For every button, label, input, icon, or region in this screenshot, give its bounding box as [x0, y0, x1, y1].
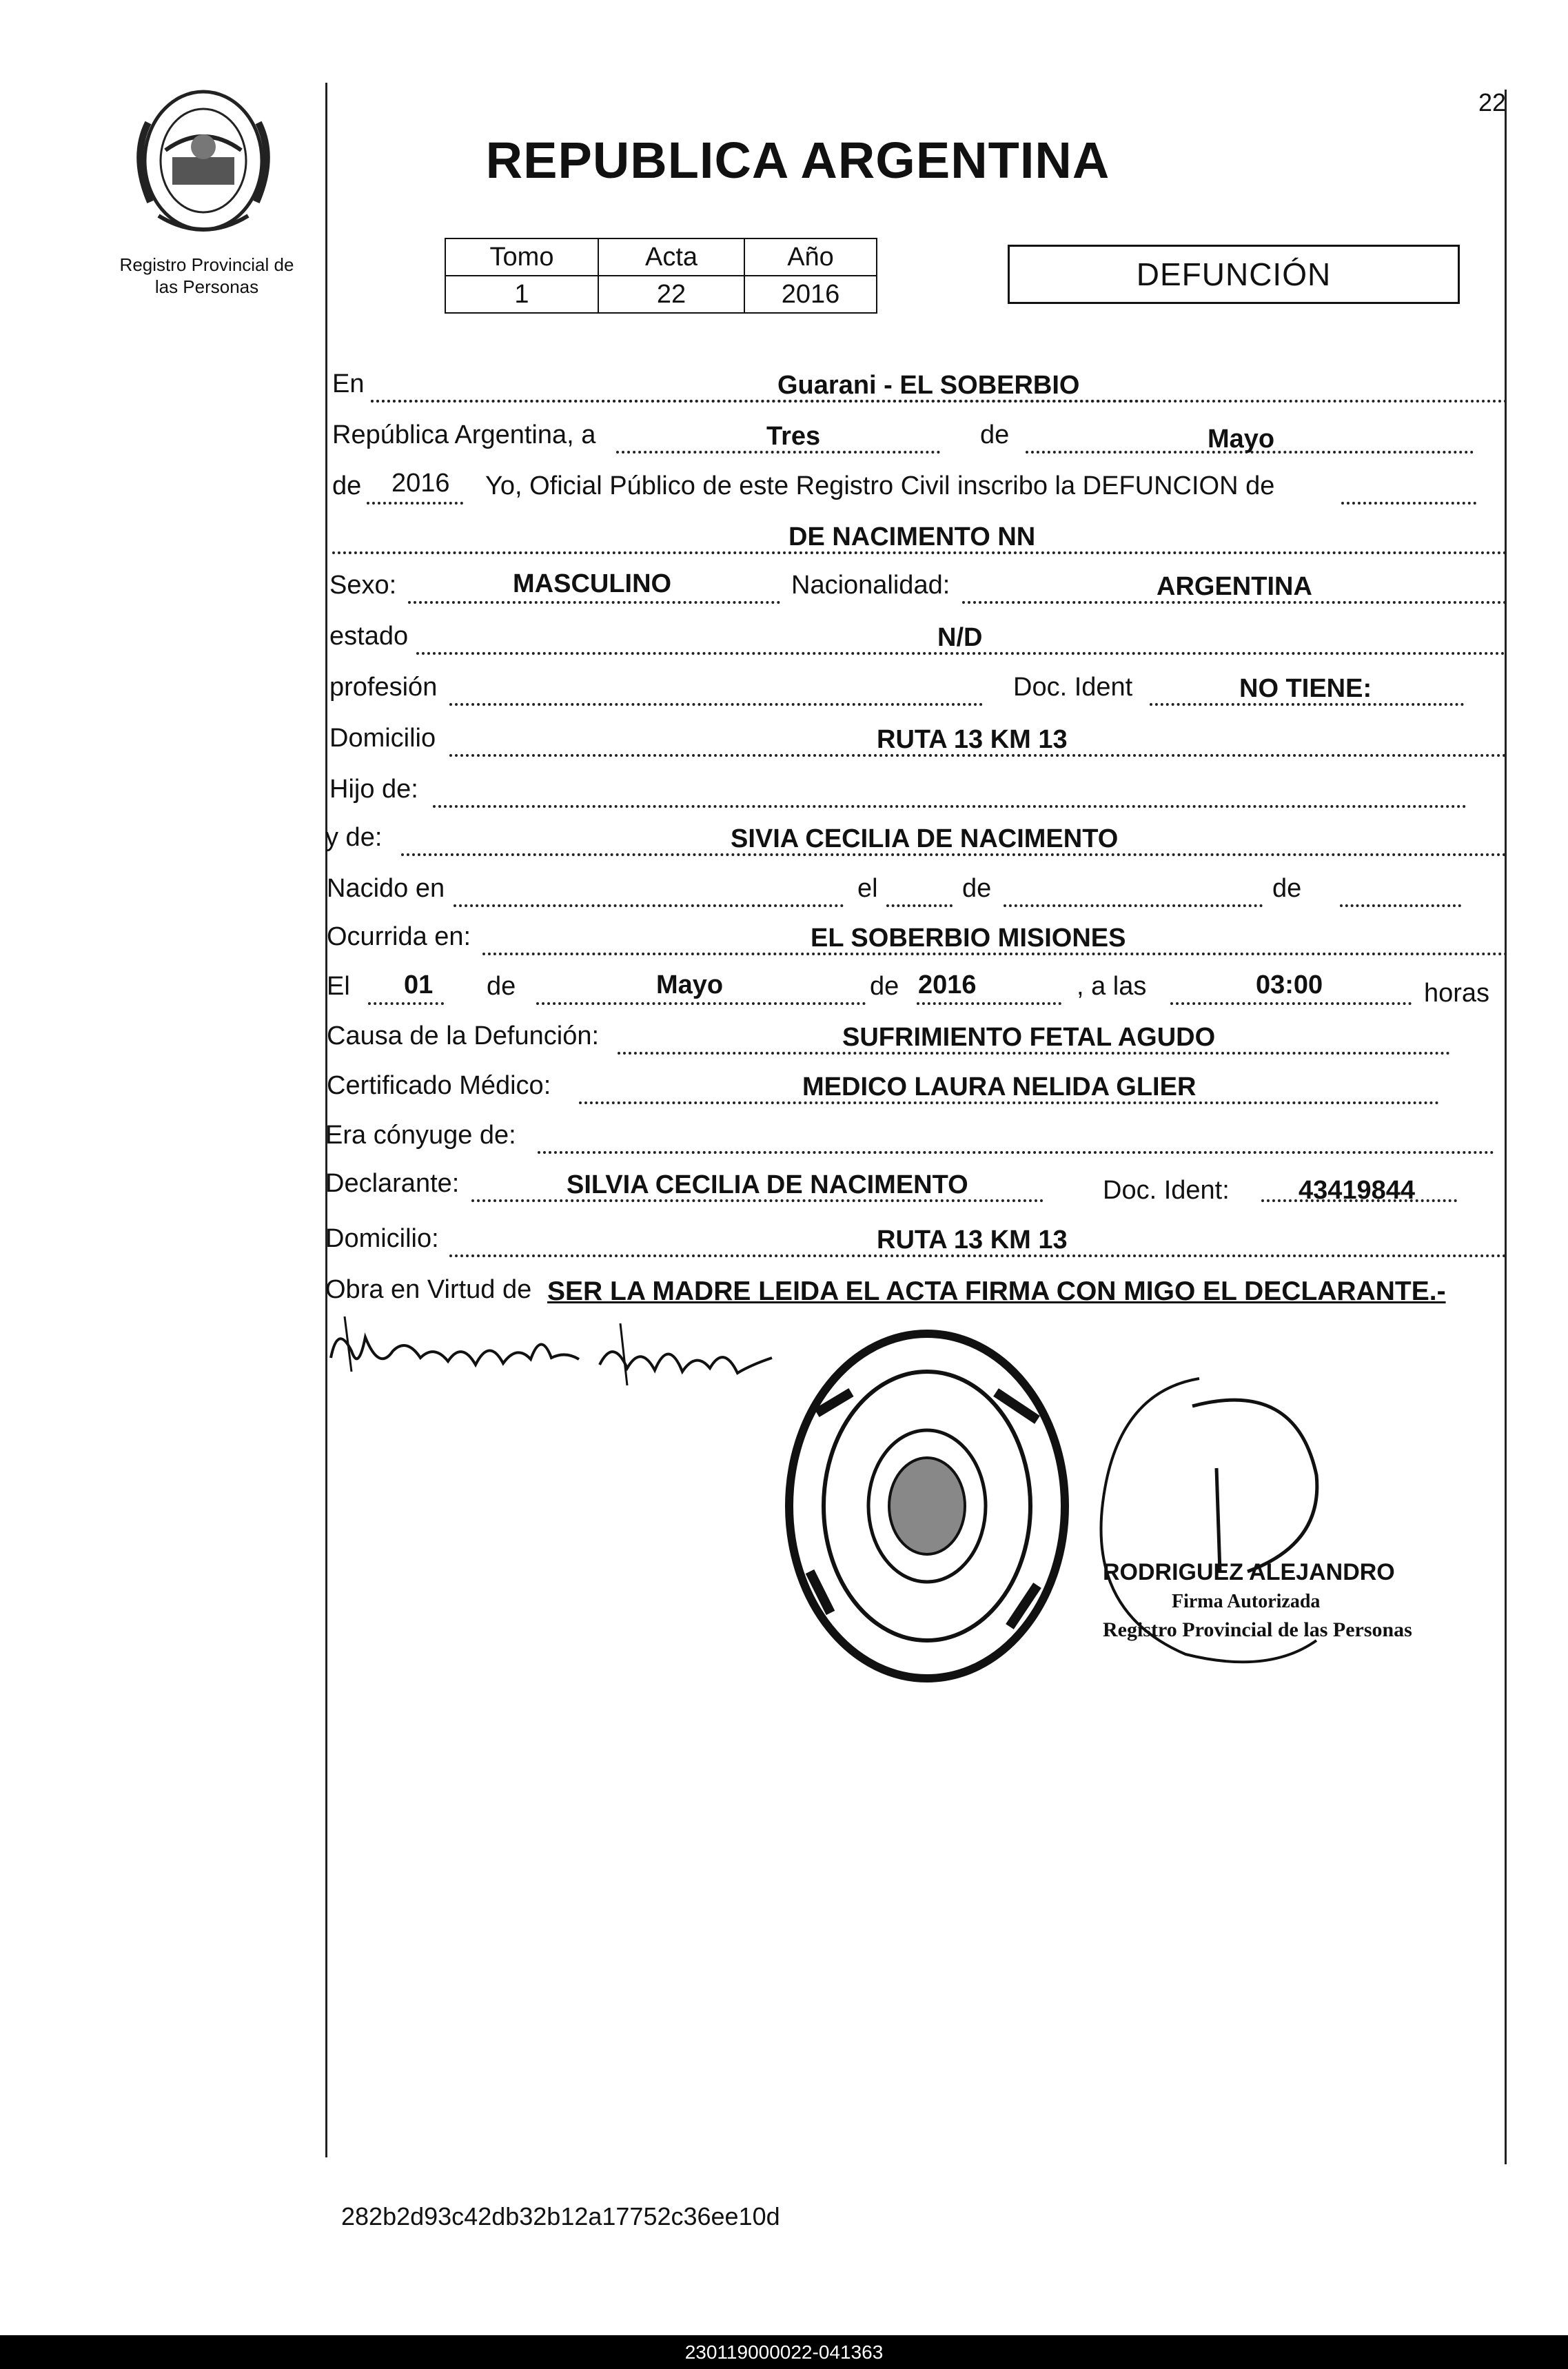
fecha-year: 2016 [918, 970, 977, 999]
declarante-label: Declarante: [325, 1169, 460, 1198]
domicilio-label: Domicilio [329, 724, 436, 753]
republica-month: Mayo [1208, 425, 1275, 454]
official-name: RODRIGUEZ ALEJANDRO [1103, 1559, 1395, 1585]
republica-label: República Argentina, a [332, 420, 596, 449]
ocurrida-label: Ocurrida en: [327, 922, 471, 951]
profesion-doc-label: Doc. Ident [1013, 673, 1133, 702]
tomo-header: Tomo [445, 238, 598, 276]
estado-label: estado [329, 622, 409, 651]
barcode-strip: 230119000022-041363 [0, 2335, 1568, 2369]
record-number-table [445, 238, 877, 314]
row-domicilio-declarante [325, 1224, 1511, 1265]
row-domicilio [325, 724, 1511, 765]
nacido-de1-label: de [962, 874, 992, 903]
row-republica [332, 420, 1511, 462]
registry-label-line2: las Personas [154, 276, 259, 297]
nacido-label: Nacido en [327, 874, 445, 903]
row-causa [325, 1021, 1511, 1063]
nacido-de2-label: de [1272, 874, 1302, 903]
registry-label-line1: Registro Provincial de [119, 254, 294, 275]
record-type-box: DEFUNCIÓN [1008, 245, 1460, 304]
acta-header: Acta [598, 238, 744, 276]
conyuge-label: Era cónyuge de: [325, 1121, 516, 1150]
deceased-name: DE NACIMENTO NN [788, 522, 1036, 551]
declarante-value: SILVIA CECILIA DE NACIMENTO [567, 1170, 968, 1199]
row-year-statement [332, 471, 1511, 513]
official-office: Registro Provincial de las Personas [1103, 1618, 1412, 1641]
nacido-year-dots [1340, 904, 1461, 907]
y-de-value: SIVIA CECILIA DE NACIMENTO [731, 824, 1119, 853]
y-de-label: y de: [325, 823, 383, 852]
nacionalidad-value: ARGENTINA [1157, 572, 1312, 601]
row-profesion [325, 673, 1511, 714]
ano-header: Año [744, 238, 877, 276]
official-role: Firma Autorizada [1172, 1591, 1321, 1612]
domicilio2-label: Domicilio: [325, 1224, 439, 1253]
hijo-dots [433, 805, 1467, 808]
row-y-de [325, 823, 1511, 864]
page-number: 22 [1478, 88, 1506, 116]
row-fecha [325, 972, 1511, 1013]
row-hijo [325, 775, 1511, 816]
nacido-place-dots [454, 904, 844, 907]
hijo-label: Hijo de: [329, 775, 418, 804]
en-value: Guarani - EL SOBERBIO [777, 371, 1080, 400]
registry-stamp [768, 1323, 1086, 1689]
document-hash: 282b2d93c42db32b12a17752c36ee10d [341, 2202, 780, 2230]
nacido-month-dots [1004, 904, 1263, 907]
row-en [332, 369, 1511, 411]
fecha-time-dots [1170, 1002, 1412, 1005]
row-nombre [332, 521, 1511, 562]
row-sexo [325, 571, 1511, 612]
fecha-year-dots [917, 1002, 1061, 1005]
sexo-dots [408, 601, 780, 604]
registry-label [103, 254, 310, 298]
conyuge-dots [538, 1151, 1494, 1154]
causa-value: SUFRIMIENTO FETAL AGUDO [842, 1023, 1216, 1052]
declarant-signature [324, 1310, 779, 1406]
statement-text: Yo, Oficial Público de este Registro Civil inscribo la DEFUNCION de [485, 471, 1275, 500]
republica-day: Tres [766, 422, 821, 451]
fecha-horas-label: horas [1424, 979, 1490, 1008]
fecha-de1-label: de [487, 972, 516, 1001]
fecha-day-dots [368, 1002, 444, 1005]
profesion-dots [449, 703, 983, 706]
fecha-month-dots [536, 1002, 866, 1005]
en-dots-ext [371, 400, 1508, 403]
obra-value: SER LA MADRE LEIDA EL ACTA FIRMA CON MIGO EL DECLARANTE.- [547, 1277, 1446, 1306]
year-dots [367, 502, 463, 505]
row-certificado [325, 1071, 1511, 1112]
declarante-doc-value: 43419844 [1299, 1176, 1416, 1205]
fecha-el-label: El [327, 972, 350, 1001]
country-title: REPUBLICA ARGENTINA [485, 132, 1110, 189]
left-margin-line [325, 83, 327, 2157]
republica-de-label: de [980, 420, 1010, 449]
domicilio2-value: RUTA 13 KM 13 [877, 1226, 1068, 1254]
estado-value: N/D [937, 623, 983, 652]
fecha-time: 03:00 [1256, 970, 1323, 999]
nacido-day-dots [886, 904, 953, 907]
sexo-label: Sexo: [329, 571, 397, 600]
en-label: En [332, 369, 365, 398]
nacido-el-label: el [857, 874, 878, 903]
statement-dots [1341, 502, 1476, 505]
fecha-day: 01 [404, 970, 434, 999]
year-de-label: de [332, 471, 362, 500]
fecha-month: Mayo [656, 970, 724, 999]
row-declarante [325, 1169, 1511, 1210]
nacionalidad-label: Nacionalidad: [791, 571, 950, 600]
fecha-alas-label: , a las [1077, 972, 1147, 1001]
certificado-value: MEDICO LAURA NELIDA GLIER [802, 1072, 1197, 1101]
year-value: 2016 [391, 469, 450, 498]
causa-label: Causa de la Defunción: [327, 1021, 600, 1050]
certificado-label: Certificado Médico: [327, 1071, 551, 1100]
row-ocurrida [325, 922, 1511, 964]
acta-value: 22 [598, 276, 744, 313]
sexo-value: MASCULINO [513, 569, 672, 598]
profesion-doc-value: NO TIENE: [1239, 674, 1372, 703]
row-conyuge [325, 1121, 1511, 1162]
declarante-doc-label: Doc. Ident: [1103, 1176, 1230, 1205]
profesion-label: profesión [329, 673, 438, 702]
domicilio-value: RUTA 13 KM 13 [877, 725, 1068, 754]
obra-label: Obra en Virtud de [325, 1275, 532, 1304]
row-nacido [325, 874, 1511, 915]
row-estado [325, 622, 1511, 663]
tomo-value: 1 [445, 276, 598, 313]
ano-value: 2016 [744, 276, 877, 313]
ocurrida-value: EL SOBERBIO MISIONES [811, 924, 1126, 953]
fecha-de2-label: de [870, 972, 899, 1001]
